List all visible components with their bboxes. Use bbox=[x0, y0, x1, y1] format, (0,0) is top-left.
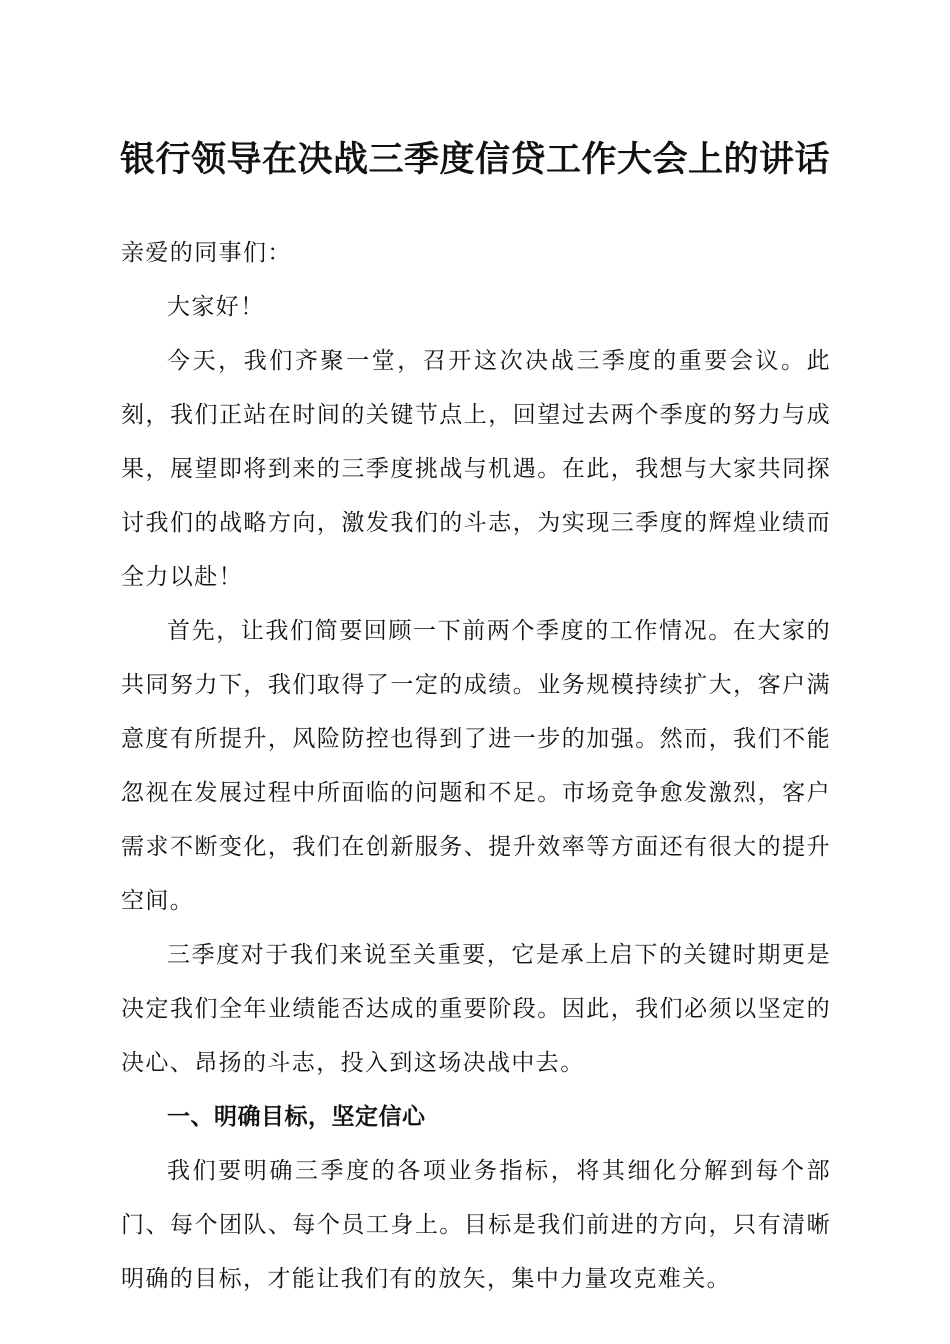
paragraph-review: 首先，让我们简要回顾一下前两个季度的工作情况。在大家的共同努力下，我们取得了一定的成绩。业务规模持续扩大，客户满意度有所提升，风险防控也得到了进一步的加强。然而，我们不能忽视在发展过程中所面临的问题和不足。市场竞争愈发激烈，客户需求不断变化，我们在创新服务、提升效率等方面还有很大的提升空间。 bbox=[121, 618, 831, 914]
greeting: 大家好！ bbox=[167, 294, 265, 320]
paragraph-section-one: 我们要明确三季度的各项业务指标，将其细化分解到每个部门、每个团队、每个员工身上。目标是我们前进的方向，只有清晰明确的目标，才能让我们有的放矢，集中力量攻克难关。 bbox=[121, 1158, 831, 1292]
document-title: 银行领导在决战三季度信贷工作大会上的讲话 bbox=[119, 139, 830, 180]
section-heading: 一、明确目标，坚定信心 bbox=[167, 1104, 426, 1130]
salutation: 亲爱的同事们： bbox=[121, 240, 292, 266]
paragraph-opening: 今天，我们齐聚一堂，召开这次决战三季度的重要会议。此刻，我们正站在时间的关键节点上，回望过去两个季度的努力与成果，展望即将到来的三季度挑战与机遇。在此，我想与大家共同探讨我们的战略方向，激发我们的斗志，为实现三季度的辉煌业绩而全力以赴！ bbox=[121, 348, 831, 590]
document-body bbox=[121, 226, 831, 1306]
paragraph-third-quarter: 三季度对于我们来说至关重要，它是承上启下的关键时期更是决定我们全年业绩能否达成的重要阶段。因此，我们必须以坚定的决心、昂扬的斗志，投入到这场决战中去。 bbox=[121, 942, 831, 1076]
